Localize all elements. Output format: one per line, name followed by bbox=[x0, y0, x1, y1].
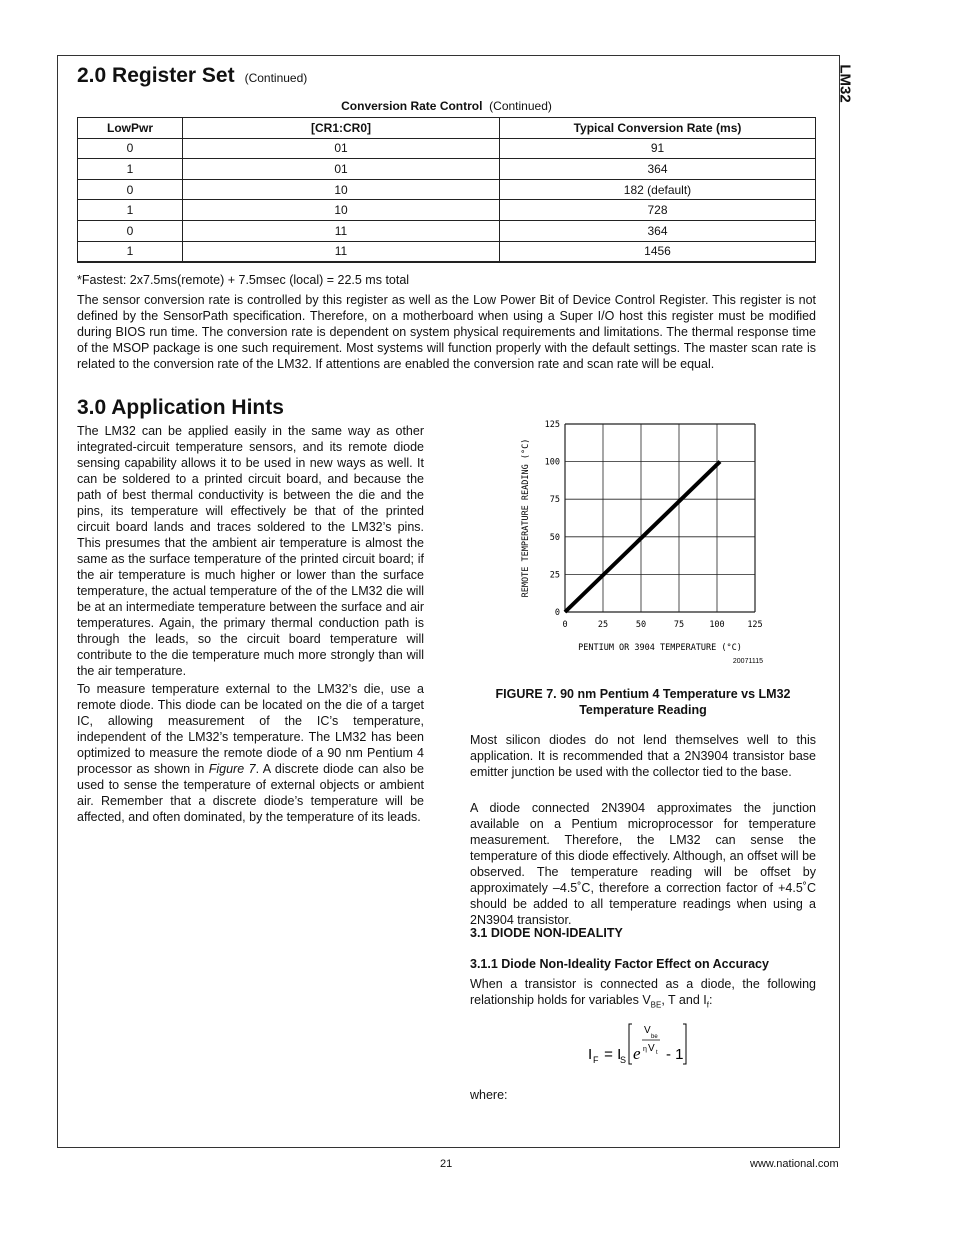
subheading-factor-effect: 3.1.1 Diode Non-Ideality Factor Effect on Accuracy bbox=[470, 957, 769, 971]
table-row: 1 01 364 bbox=[78, 159, 816, 180]
app-paragraph-4: A diode connected 2N3904 approximates the junction available on a Pentium microprocessor for temperature measurement. Therefore, the LM32 can sense the temperature of this diode effectively. Although, an offset will be observed. The temperature reading will be offset by approximately –4.5˚C, therefore a correction factor of +4.5˚C should be added to all temperature readings when using a 2N3904 transistor. bbox=[470, 801, 816, 927]
app-paragraph-1: The LM32 can be applied easily in the same way as other integrated-circuit temperature sensors, and its remote diode sensing capability allows it to be used in new ways as well. It can be soldered to a printed circuit board, and because the path of best thermal conductivity is between the die and the pins, its temperature will effectively be that of the printed circuit board lands and traces soldered to the LM32’s pins. This presumes that the ambient air temperature is almost the same as the surface temperature of the printed circuit board; if the air temperature is much higher or lower than the surface temperature, the actual temperature of the of the LM32 die will be at an intermediate temperature between the surface and air temperatures. Again, the primary thermal conduction path is through the leads, so the circuit board temperature will contribute to the die temperature much more strongly than will the air temperature. bbox=[77, 424, 424, 678]
x-tick-label: 25 bbox=[597, 620, 609, 630]
table-row: 1 10 728 bbox=[78, 200, 816, 221]
svg-text:= I: = I bbox=[600, 1046, 622, 1063]
page-number: 21 bbox=[440, 1158, 453, 1170]
svg-text:V: V bbox=[644, 1025, 651, 1036]
figure-caption: FIGURE 7. 90 nm Pentium 4 Temperature vs LM32 Temperature Reading bbox=[495, 687, 791, 717]
register-paragraph: The sensor conversion rate is controlled by this register as well as the Low Power Bit of Device Control Register. This register is not defined by the SensorPath specification. Therefore, on a motherboard when using a Super I/O host this register must be modified during BIOS run time. The conversion rate is dependent on system physical requirements and limitations. The thermal response time of the MSOP package is one such requirement. Most systems will function properly with the default settings. The master scan rate is related to the conversion rate of the LM32. If attentions are enabled the conversion rate and scan rate will be equal. bbox=[77, 293, 816, 371]
y-tick-label: 25 bbox=[549, 570, 560, 581]
table-row: 0 11 364 bbox=[78, 220, 816, 241]
table-row: 1 11 1456 bbox=[78, 241, 816, 262]
svg-text:I: I bbox=[588, 1046, 593, 1063]
svg-text:η: η bbox=[643, 1046, 647, 1053]
column-header: [CR1:CR0] bbox=[183, 118, 500, 139]
conversion-rate-table bbox=[77, 117, 816, 263]
x-tick-label: 0 bbox=[562, 620, 568, 630]
subheading-diode-nonideality: 3.1 DIODE NON-IDEALITY bbox=[470, 926, 623, 940]
app-paragraph-3: Most silicon diodes do not lend themselves well to this application. It is recommended that a 2N3904 transistor base emitter junction be used with the collector tied to the base. bbox=[470, 733, 816, 779]
y-tick-label: 0 bbox=[554, 608, 560, 618]
x-tick-label: 75 bbox=[673, 620, 685, 630]
table-caption: Conversion Rate Control (Continued) bbox=[341, 99, 552, 113]
figure-id: 20071115 bbox=[732, 658, 763, 665]
table-row: 0 01 91 bbox=[78, 138, 816, 159]
register-heading: 2.0 Register Set (Continued) bbox=[77, 64, 308, 87]
svg-text:be: be bbox=[651, 1034, 658, 1040]
svg-text:V: V bbox=[648, 1043, 655, 1054]
column-header: Typical Conversion Rate (ms) bbox=[500, 118, 816, 139]
svg-text:F: F bbox=[593, 1055, 599, 1065]
svg-text:t: t bbox=[656, 1050, 658, 1056]
side-title: LM32 bbox=[836, 64, 854, 103]
column-header: LowPwr bbox=[78, 118, 183, 139]
x-tick-label: 100 bbox=[709, 620, 725, 630]
footer-url[interactable]: www.national.com bbox=[750, 1158, 839, 1170]
app-paragraph-2: To measure temperature external to the LM32’s die, use a remote diode. This diode can be located on the die of a target IC, allowing measurement of the IC’s temperature, independent of the LM32’s temperature. The LM32 has been optimized to measure the remote diode of a 90 nm Pentium 4 processor as shown in Figure 7. A discrete diode can also be used to sense the temperature of external objects or ambient air. Remember that a discrete diode’s temperature will be affected, and often dominated, by the temperature of its leads. bbox=[77, 682, 424, 824]
table-row: 0 10 182 (default) bbox=[78, 179, 816, 200]
svg-text:S: S bbox=[620, 1055, 627, 1065]
y-tick-label: 125 bbox=[544, 420, 560, 430]
y-tick-label: 75 bbox=[549, 495, 560, 506]
footnote: *Fastest: 2x7.5ms(remote) + 7.5msec (local) = 22.5 ms total bbox=[77, 273, 410, 287]
y-tick-label: 100 bbox=[544, 457, 560, 468]
app-hints-heading: 3.0 Application Hints bbox=[77, 396, 284, 419]
app-paragraph-5: When a transistor is connected as a diode, the following relationship holds for variables $V_{BE}$, T and $I_f$: bbox=[470, 977, 816, 1010]
svg-text:e: e bbox=[633, 1044, 641, 1063]
y-axis-label: REMOTE TEMPERATURE READING (°C) bbox=[521, 438, 531, 598]
where-label: where: bbox=[470, 1088, 508, 1102]
diode-equation bbox=[580, 1018, 710, 1070]
y-tick-label: 50 bbox=[549, 532, 560, 543]
svg-text:- 1: - 1 bbox=[666, 1046, 684, 1063]
figure-reference[interactable]: Figure 7 bbox=[208, 762, 256, 776]
x-axis-label: PENTIUM OR 3904 TEMPERATURE (°C) bbox=[578, 643, 742, 653]
x-tick-label: 50 bbox=[635, 620, 647, 630]
temperature-chart bbox=[514, 416, 770, 672]
x-tick-label: 125 bbox=[747, 620, 763, 630]
